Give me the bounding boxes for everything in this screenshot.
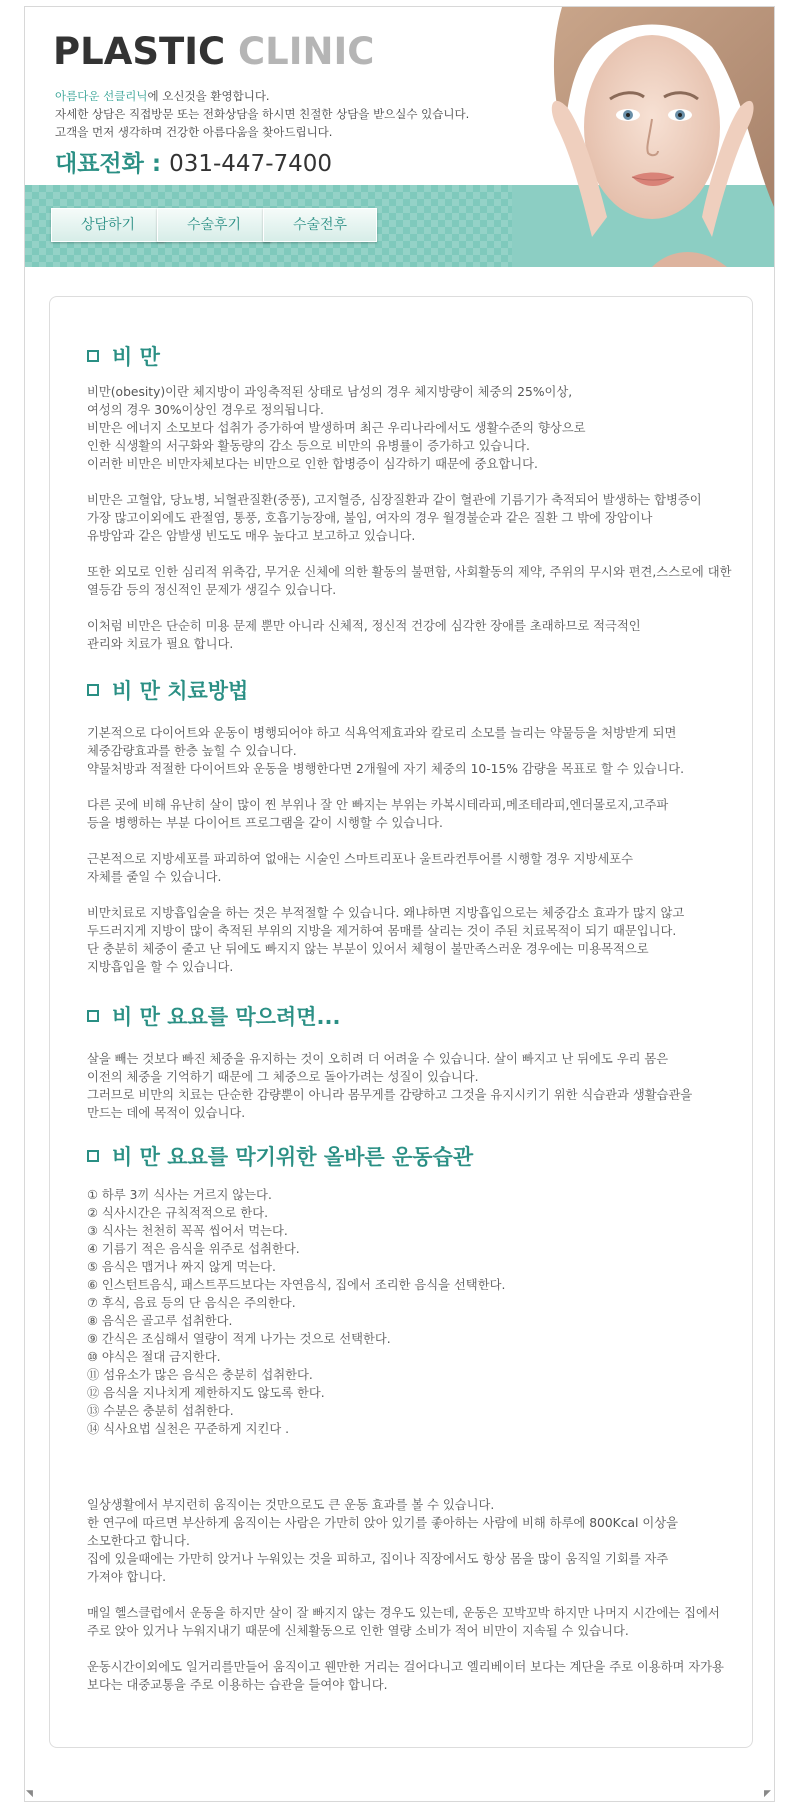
section-title: 비 만 요요를 막으려면... bbox=[87, 1003, 747, 1031]
square-bullet-icon bbox=[87, 350, 99, 362]
model-face-image bbox=[512, 7, 774, 267]
intro-line3: 고객을 먼저 생각하며 건강한 아름다움을 찾아드립니다. bbox=[55, 125, 333, 139]
section-title: 비 만 요요를 막기위한 올바른 운동습관 bbox=[87, 1143, 747, 1171]
section-yoyo bbox=[87, 1003, 747, 1122]
paragraph: 일상생활에서 부지런히 움직이는 것만으로도 큰 운동 효과를 볼 수 있습니다. 한 연구에 따르면 부산하게 움직이는 사람은 가만히 앉아 있기를 좋아하는 사람에 비해 하루에 800Kcal 이상을 소모한다고 합니다. 집에 있을때에는 가만히 앉거나 누워있는 것을 피하고, 집이나 직장에서도 항상 몸을 많이 움직일 기회를 자주 가져야 합니다. bbox=[87, 1498, 679, 1584]
square-bullet-icon bbox=[87, 684, 99, 696]
intro-line2: 자세한 상담은 직접방문 또는 전화상담을 하시면 친절한 상담을 받으실수 있습니다. bbox=[55, 107, 470, 121]
list-item: ④ 기름기 적은 음식을 위주로 섭취한다. bbox=[87, 1242, 300, 1256]
intro-highlight: 아름다운 선클리닉 bbox=[55, 89, 148, 103]
corner-mark-icon: ◥ bbox=[26, 1789, 33, 1799]
list-item: ⑧ 음식은 골고루 섭취한다. bbox=[87, 1314, 233, 1328]
phone-number[interactable]: 031-447-7400 bbox=[169, 151, 333, 177]
paragraph: 기본적으로 다이어트와 운동이 병행되어야 하고 식욕억제효과와 칼로리 소모를 늘리는 약물등을 처방받게 되면 체중감량효과를 한층 높힐 수 있습니다. 약물처방과 적절한 다이어트와 운동을 병행한다면 2개월에 자기 체중의 10-15% 감량을 목표로 할 수 있습니다. bbox=[87, 726, 684, 776]
list-item: ⑩ 야식은 절대 금지한다. bbox=[87, 1350, 221, 1364]
list-item: ⑦ 후식, 음료 등의 단 음식은 주의한다. bbox=[87, 1296, 296, 1310]
corner-mark-icon: ◤ bbox=[764, 1789, 771, 1799]
brand-secondary: CLINIC bbox=[238, 30, 375, 73]
list-item: ⑫ 음식을 지나치게 제한하지도 않도록 한다. bbox=[87, 1386, 325, 1400]
section-treatment bbox=[87, 677, 747, 976]
paragraph: 비만(obesity)이란 체지방이 과잉축적된 상태로 남성의 경우 체지방량이 체중의 25%이상, 여성의 경우 30%이상인 경우로 정의됩니다. 비만은 에너지 소모보다 섭취가 증가하여 발생하며 최근 우리나라에서도 생활수준의 향상으로 인한 식생활의 서구화와 활동량의 감소 등으로 비만의 유병률이 증가하고 있습니다. 이러한 비만은 비만자체보다는 비만으로 인한 합병증이 심각하기 때문에 중요합니다. bbox=[87, 385, 586, 471]
section-exercise-habits bbox=[87, 1143, 747, 1694]
list-item: ⑬ 수분은 충분히 섭취한다. bbox=[87, 1404, 234, 1418]
paragraph: 다른 곳에 비해 유난히 살이 많이 찐 부위나 잘 안 빠지는 부위는 카복시테라피,메조테라피,엔더몰로지,고주파 등을 병행하는 부분 다이어트 프로그램을 같이 시행할 수 있습니다. bbox=[87, 798, 669, 830]
phone-label: 대표전화 : bbox=[55, 151, 162, 177]
list-item: ⑭ 식사요법 실천은 꾸준하게 지킨다 . bbox=[87, 1422, 290, 1436]
paragraph: 근본적으로 지방세포를 파괴하여 없애는 시술인 스마트리포나 울트라컨투어를 시행할 경우 지방세포수 자체를 줄일 수 있습니다. bbox=[87, 852, 633, 884]
list-item: ⑨ 간식은 조심해서 열량이 적게 나가는 것으로 선택한다. bbox=[87, 1332, 391, 1346]
list-item: ① 하루 3끼 식사는 거르지 않는다. bbox=[87, 1188, 272, 1202]
brand-primary: PLASTIC bbox=[53, 30, 226, 73]
list-item: ⑤ 음식은 맵거나 짜지 않게 먹는다. bbox=[87, 1260, 276, 1274]
paragraph: 매일 헬스클럽에서 운동을 하지만 살이 잘 빠지지 않는 경우도 있는데, 운동은 꼬박꼬박 하지만 나머지 시간에는 집에서 주로 앉아 있거나 누워지내기 때문에 신체활동으로 인한 열량 소비가 적어 비만이 지속될 수 있습니다. bbox=[87, 1606, 720, 1638]
square-bullet-icon bbox=[87, 1150, 99, 1162]
paragraph: 이처럼 비만은 단순히 미용 문제 뿐만 아니라 신체적, 정신적 건강에 심각한 장애를 초래하므로 적극적인 관리와 치료가 필요 합니다. bbox=[87, 619, 641, 651]
paragraph: 운동시간이외에도 일거리를만들어 움직이고 웬만한 거리는 걸어다니고 엘리베이터 보다는 계단을 주로 이용하며 자가용 보다는 대중교통을 주로 이용하는 습관을 들여야 합니다. bbox=[87, 1660, 724, 1692]
paragraph: 비만치료로 지방흡입술을 하는 것은 부적절할 수 있습니다. 왜냐하면 지방흡입으로는 체중감소 효과가 많지 않고 두드러지게 지방이 많이 축적된 부위의 지방을 제거하여 몸매를 살리는 것이 주된 치료목적이 되기 때문입니다. 단 충분히 체중이 줄고 난 뒤에도 빠지지 않는 부분이 있어서 체형이 불만족스러운 경우에는 미용목적으로 지방흡입을 할 수 있습니다. bbox=[87, 906, 685, 974]
paragraph: 또한 외모로 인한 심리적 위축감, 무거운 신체에 의한 활동의 불편함, 사회활동의 제약, 주위의 무시와 편견,스스로에 대한 열등감 등의 정신적인 문제가 생길수 있습니다. bbox=[87, 565, 732, 597]
consult-button[interactable]: 상담하기 bbox=[51, 208, 165, 242]
section-title: 비 만 bbox=[87, 343, 747, 371]
paragraph: 비만은 고혈압, 당뇨병, 뇌혈관질환(중풍), 고지혈증, 심장질환과 같이 혈관에 기름기가 축적되어 발생하는 합병증이 가장 많고이외에도 관절염, 통풍, 호흡기능장애, 불임, 여자의 경우 월경불순과 같은 질환 그 밖에 장암이나 유방암과 같은 암발생 빈도도 매우 높다고 보고하고 있습니다. bbox=[87, 493, 702, 543]
phone-info bbox=[55, 149, 332, 179]
habit-list bbox=[87, 1186, 747, 1438]
list-item: ② 식사시간은 규칙적적으로 한다. bbox=[87, 1206, 269, 1220]
paragraph: 살을 빼는 것보다 빠진 체중을 유지하는 것이 오히려 더 어려울 수 있습니다. 살이 빠지고 난 뒤에도 우리 몸은 이전의 체중을 기억하기 때문에 그 체중으로 돌아가려는 성질이 있습니다. 그러므로 비만의 치료는 단순한 감량뿐이 아니라 몸무게를 감량하고 그것을 유지시키기 위한 식습관과 생활습관을 만드는 데에 목적이 있습니다. bbox=[87, 1052, 693, 1120]
reviews-button[interactable]: 수술후기 bbox=[157, 208, 271, 242]
square-bullet-icon bbox=[87, 1010, 99, 1022]
brand-logo bbox=[53, 31, 374, 73]
header-banner bbox=[25, 7, 774, 267]
list-item: ⑪ 섬유소가 많은 음식은 충분히 섭취한다. bbox=[87, 1368, 313, 1382]
list-item: ⑥ 인스턴트음식, 패스트푸드보다는 자연음식, 집에서 조리한 음식을 선택한다. bbox=[87, 1278, 506, 1292]
section-obesity bbox=[87, 343, 747, 653]
before-after-button[interactable]: 수술전후 bbox=[263, 208, 377, 242]
section-title: 비 만 치료방법 bbox=[87, 677, 747, 705]
intro-text bbox=[55, 87, 485, 141]
list-item: ③ 식사는 천천히 꼭꼭 씹어서 먹는다. bbox=[87, 1224, 288, 1238]
intro-line1: 에 오신것을 환영합니다. bbox=[147, 89, 270, 103]
